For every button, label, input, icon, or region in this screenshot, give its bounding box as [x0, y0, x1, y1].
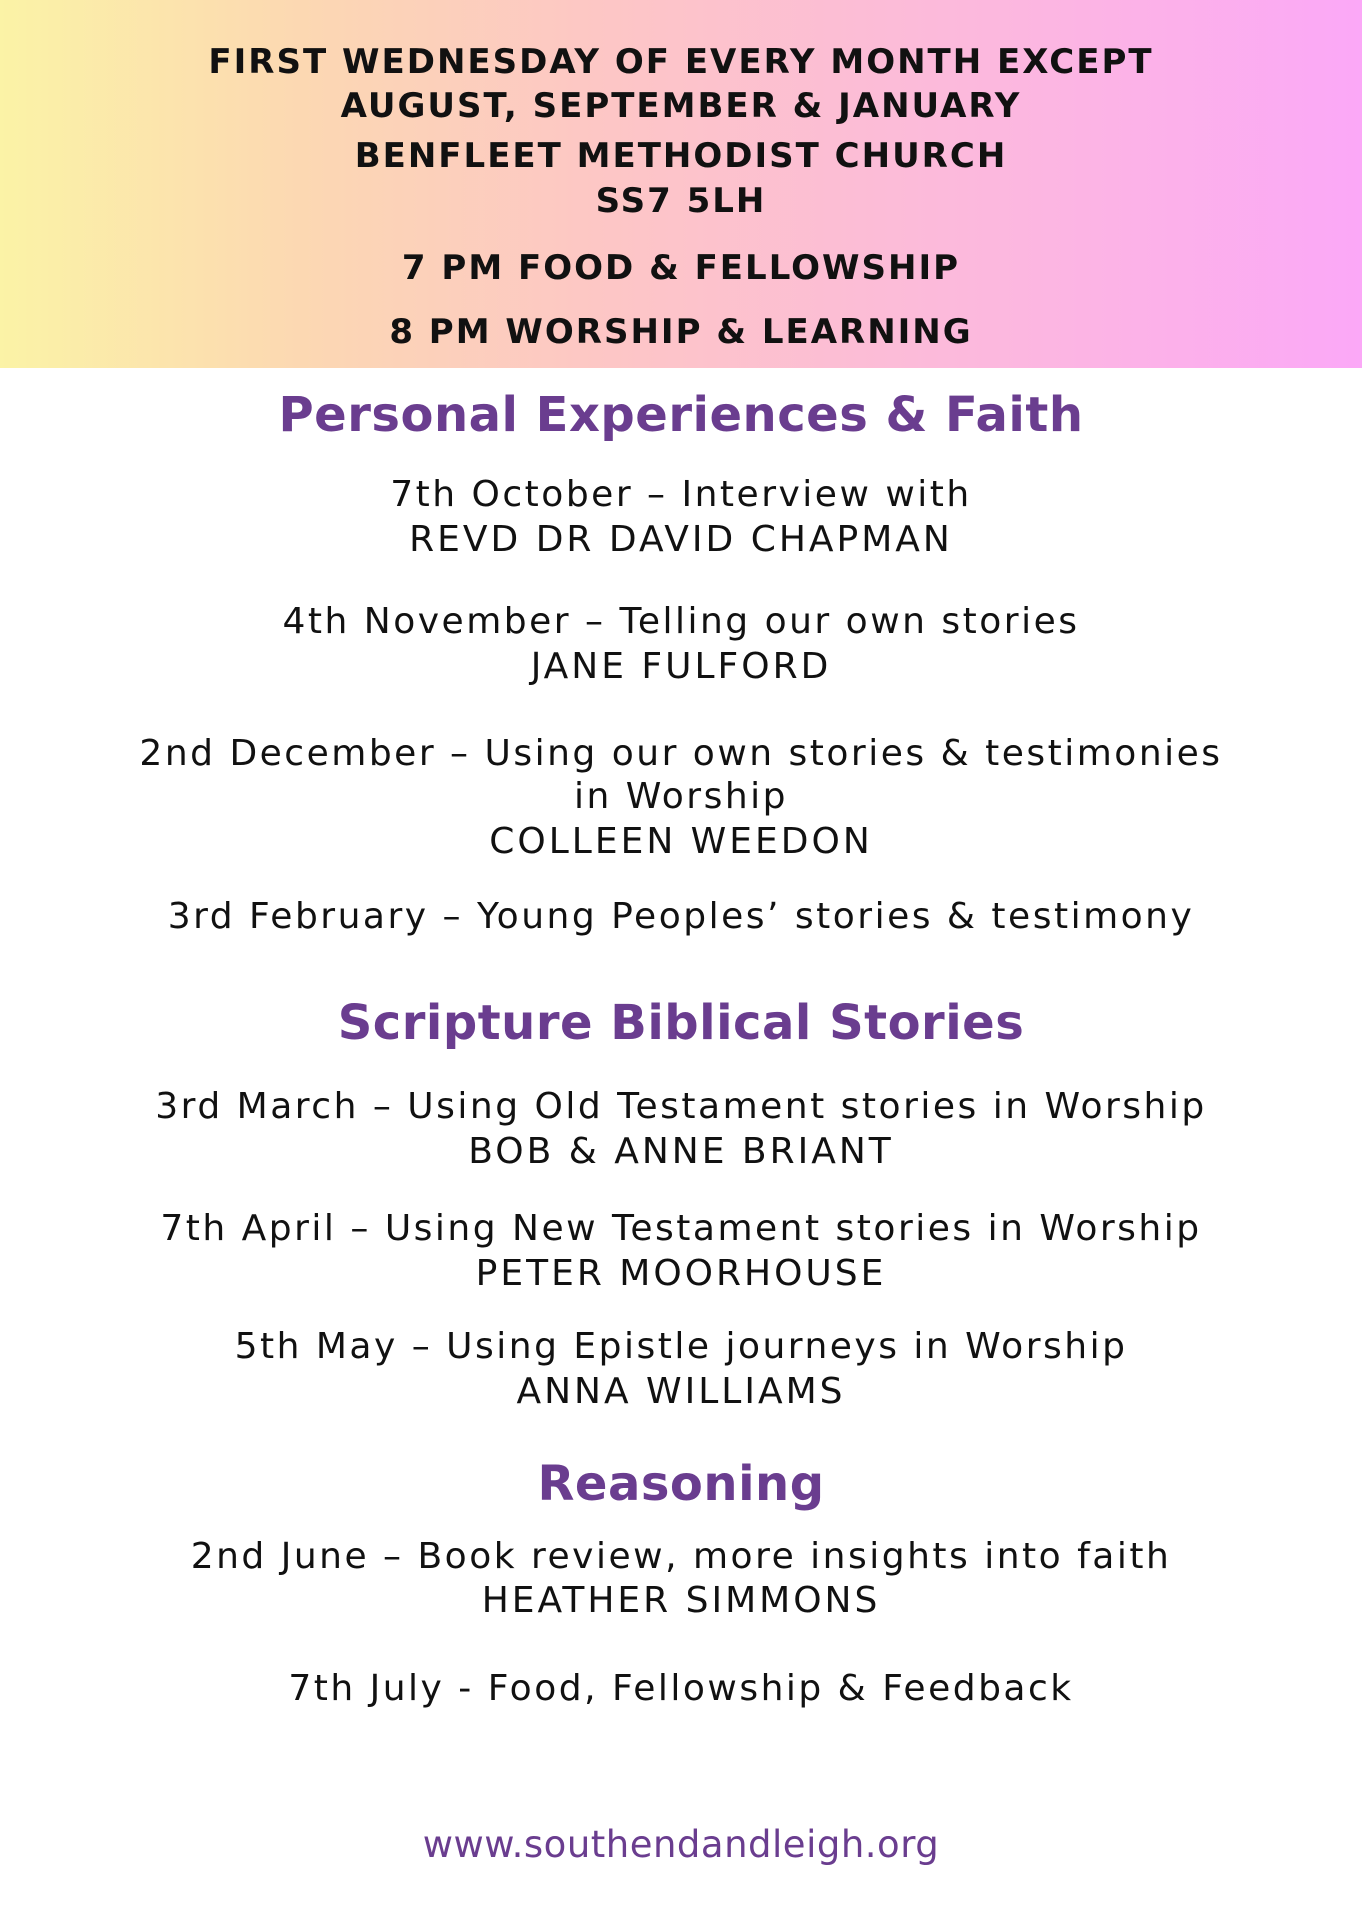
event-line: 7th July - Food, Fellowship & Feedback — [288, 1668, 1074, 1709]
website-link[interactable]: www.southendandleigh.org — [422, 1823, 940, 1866]
event-line: 7th April – Using New Testament stories in Worship — [160, 1208, 1202, 1249]
section-heading: Personal Experiences & Faith — [278, 387, 1084, 443]
event-line: 3rd March – Using Old Testament stories in Worship — [155, 1086, 1207, 1127]
event-line-continued: in Worship — [574, 776, 788, 817]
exceptions-line: AUGUST, SEPTEMBER & JANUARY — [340, 86, 1022, 126]
food-time: 7 PM FOOD & FELLOWSHIP — [401, 248, 961, 288]
event-speaker: PETER MOORHOUSE — [475, 1253, 887, 1294]
event-line: 3rd February – Young Peoples’ stories & testimony — [167, 896, 1195, 937]
event-speaker: JANE FULFORD — [530, 646, 832, 687]
worship-time: 8 PM WORSHIP & LEARNING — [389, 312, 973, 352]
event-line: 7th October – Interview with — [390, 474, 972, 515]
venue-name: BENFLEET METHODIST CHURCH — [354, 136, 1008, 176]
event-speaker: ANNA WILLIAMS — [516, 1371, 846, 1412]
event-line: 2nd December – Using our own stories & testimonies — [139, 733, 1223, 774]
event-line: 5th May – Using Epistle journeys in Worship — [234, 1326, 1128, 1367]
event-speaker: COLLEEN WEEDON — [489, 821, 873, 862]
event-line: 4th November – Telling our own stories — [282, 601, 1080, 642]
schedule-line: FIRST WEDNESDAY OF EVERY MONTH EXCEPT — [208, 42, 1154, 82]
event-speaker: BOB & ANNE BRIANT — [468, 1131, 894, 1172]
section-heading: Scripture Biblical Stories — [337, 995, 1025, 1051]
venue-postcode: SS7 5LH — [595, 181, 767, 221]
event-speaker: REVD DR DAVID CHAPMAN — [409, 519, 953, 560]
event-speaker: HEATHER SIMMONS — [481, 1580, 881, 1621]
event-line: 2nd June – Book review, more insights into faith — [190, 1536, 1172, 1577]
section-heading: Reasoning — [537, 1456, 825, 1512]
